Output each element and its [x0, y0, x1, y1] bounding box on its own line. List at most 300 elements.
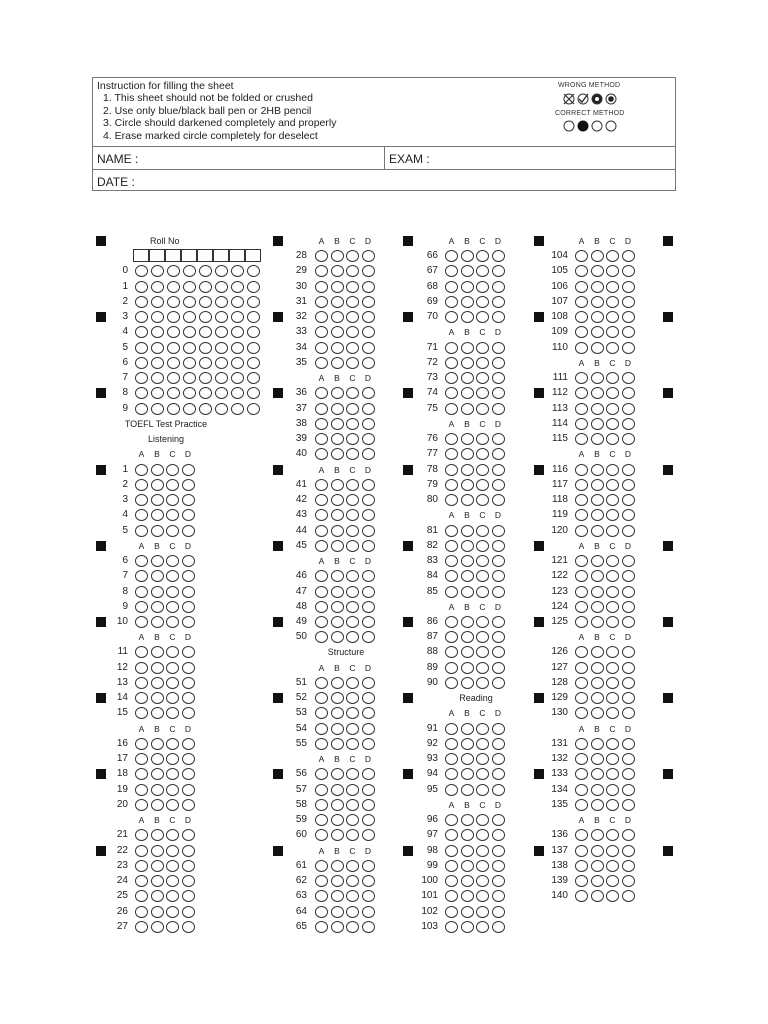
roll-bubble[interactable]: [231, 372, 244, 384]
answer-bubble[interactable]: [331, 525, 344, 537]
answer-bubble[interactable]: [135, 616, 148, 628]
answer-bubble[interactable]: [315, 525, 328, 537]
answer-bubble[interactable]: [492, 372, 505, 384]
answer-bubble[interactable]: [622, 433, 635, 445]
answer-bubble[interactable]: [331, 768, 344, 780]
answer-bubble[interactable]: [362, 525, 375, 537]
answer-bubble[interactable]: [331, 890, 344, 902]
answer-bubble[interactable]: [346, 387, 359, 399]
answer-bubble[interactable]: [315, 387, 328, 399]
roll-bubble[interactable]: [215, 357, 228, 369]
roll-bubble[interactable]: [183, 311, 196, 323]
answer-bubble[interactable]: [331, 448, 344, 460]
answer-bubble[interactable]: [315, 616, 328, 628]
answer-bubble[interactable]: [362, 448, 375, 460]
answer-bubble[interactable]: [445, 814, 458, 826]
answer-bubble[interactable]: [476, 464, 489, 476]
answer-bubble[interactable]: [591, 403, 604, 415]
answer-bubble[interactable]: [461, 631, 474, 643]
answer-bubble[interactable]: [166, 494, 179, 506]
answer-bubble[interactable]: [445, 296, 458, 308]
answer-bubble[interactable]: [362, 540, 375, 552]
answer-bubble[interactable]: [476, 890, 489, 902]
roll-bubble[interactable]: [199, 265, 212, 277]
roll-digit-box[interactable]: [245, 249, 261, 262]
answer-bubble[interactable]: [575, 464, 588, 476]
answer-bubble[interactable]: [492, 631, 505, 643]
answer-bubble[interactable]: [166, 845, 179, 857]
answer-bubble[interactable]: [591, 311, 604, 323]
roll-digit-box[interactable]: [229, 249, 245, 262]
answer-bubble[interactable]: [492, 906, 505, 918]
answer-bubble[interactable]: [315, 814, 328, 826]
answer-bubble[interactable]: [606, 372, 619, 384]
answer-bubble[interactable]: [315, 311, 328, 323]
answer-bubble[interactable]: [166, 509, 179, 521]
answer-bubble[interactable]: [476, 281, 489, 293]
answer-bubble[interactable]: [591, 829, 604, 841]
answer-bubble[interactable]: [622, 281, 635, 293]
answer-bubble[interactable]: [461, 616, 474, 628]
answer-bubble[interactable]: [362, 860, 375, 872]
roll-bubble[interactable]: [215, 296, 228, 308]
answer-bubble[interactable]: [622, 753, 635, 765]
answer-bubble[interactable]: [362, 281, 375, 293]
answer-bubble[interactable]: [151, 586, 164, 598]
answer-bubble[interactable]: [575, 753, 588, 765]
answer-bubble[interactable]: [476, 403, 489, 415]
answer-bubble[interactable]: [575, 692, 588, 704]
answer-bubble[interactable]: [591, 677, 604, 689]
answer-bubble[interactable]: [331, 418, 344, 430]
answer-bubble[interactable]: [445, 890, 458, 902]
answer-bubble[interactable]: [346, 829, 359, 841]
answer-bubble[interactable]: [606, 662, 619, 674]
roll-bubble[interactable]: [151, 281, 164, 293]
answer-bubble[interactable]: [606, 250, 619, 262]
answer-bubble[interactable]: [606, 845, 619, 857]
answer-bubble[interactable]: [575, 768, 588, 780]
answer-bubble[interactable]: [362, 921, 375, 933]
answer-bubble[interactable]: [182, 494, 195, 506]
answer-bubble[interactable]: [622, 403, 635, 415]
roll-bubble[interactable]: [135, 296, 148, 308]
answer-bubble[interactable]: [135, 479, 148, 491]
answer-bubble[interactable]: [331, 692, 344, 704]
answer-bubble[interactable]: [461, 890, 474, 902]
answer-bubble[interactable]: [492, 464, 505, 476]
answer-bubble[interactable]: [445, 829, 458, 841]
answer-bubble[interactable]: [606, 677, 619, 689]
answer-bubble[interactable]: [606, 265, 619, 277]
answer-bubble[interactable]: [346, 799, 359, 811]
answer-bubble[interactable]: [606, 799, 619, 811]
answer-bubble[interactable]: [591, 418, 604, 430]
answer-bubble[interactable]: [575, 494, 588, 506]
answer-bubble[interactable]: [182, 906, 195, 918]
answer-bubble[interactable]: [445, 860, 458, 872]
answer-bubble[interactable]: [346, 509, 359, 521]
roll-bubble[interactable]: [151, 357, 164, 369]
answer-bubble[interactable]: [315, 921, 328, 933]
answer-bubble[interactable]: [622, 525, 635, 537]
answer-bubble[interactable]: [346, 784, 359, 796]
answer-bubble[interactable]: [331, 784, 344, 796]
answer-bubble[interactable]: [492, 281, 505, 293]
answer-bubble[interactable]: [331, 311, 344, 323]
answer-bubble[interactable]: [315, 601, 328, 613]
answer-bubble[interactable]: [622, 784, 635, 796]
answer-bubble[interactable]: [182, 509, 195, 521]
answer-bubble[interactable]: [606, 509, 619, 521]
answer-bubble[interactable]: [606, 296, 619, 308]
answer-bubble[interactable]: [622, 372, 635, 384]
roll-bubble[interactable]: [183, 372, 196, 384]
answer-bubble[interactable]: [606, 692, 619, 704]
answer-bubble[interactable]: [135, 738, 148, 750]
roll-bubble[interactable]: [199, 326, 212, 338]
roll-bubble[interactable]: [231, 326, 244, 338]
answer-bubble[interactable]: [606, 586, 619, 598]
answer-bubble[interactable]: [622, 509, 635, 521]
answer-bubble[interactable]: [575, 342, 588, 354]
answer-bubble[interactable]: [461, 540, 474, 552]
answer-bubble[interactable]: [331, 707, 344, 719]
answer-bubble[interactable]: [166, 677, 179, 689]
answer-bubble[interactable]: [331, 631, 344, 643]
answer-bubble[interactable]: [331, 601, 344, 613]
answer-bubble[interactable]: [575, 677, 588, 689]
answer-bubble[interactable]: [492, 403, 505, 415]
answer-bubble[interactable]: [461, 768, 474, 780]
answer-bubble[interactable]: [135, 875, 148, 887]
answer-bubble[interactable]: [445, 494, 458, 506]
answer-bubble[interactable]: [591, 250, 604, 262]
roll-bubble[interactable]: [215, 265, 228, 277]
answer-bubble[interactable]: [606, 387, 619, 399]
roll-bubble[interactable]: [231, 357, 244, 369]
answer-bubble[interactable]: [182, 479, 195, 491]
answer-bubble[interactable]: [346, 448, 359, 460]
answer-bubble[interactable]: [362, 738, 375, 750]
roll-bubble[interactable]: [183, 296, 196, 308]
answer-bubble[interactable]: [445, 433, 458, 445]
answer-bubble[interactable]: [182, 525, 195, 537]
answer-bubble[interactable]: [445, 265, 458, 277]
roll-bubble[interactable]: [199, 311, 212, 323]
roll-bubble[interactable]: [151, 387, 164, 399]
answer-bubble[interactable]: [575, 601, 588, 613]
roll-bubble[interactable]: [199, 403, 212, 415]
answer-bubble[interactable]: [461, 494, 474, 506]
answer-bubble[interactable]: [346, 296, 359, 308]
answer-bubble[interactable]: [476, 494, 489, 506]
answer-bubble[interactable]: [591, 860, 604, 872]
answer-bubble[interactable]: [476, 814, 489, 826]
answer-bubble[interactable]: [476, 662, 489, 674]
answer-bubble[interactable]: [492, 616, 505, 628]
answer-bubble[interactable]: [362, 723, 375, 735]
answer-bubble[interactable]: [476, 342, 489, 354]
answer-bubble[interactable]: [476, 906, 489, 918]
answer-bubble[interactable]: [622, 616, 635, 628]
answer-bubble[interactable]: [166, 799, 179, 811]
answer-bubble[interactable]: [622, 265, 635, 277]
roll-digit-box[interactable]: [213, 249, 229, 262]
roll-bubble[interactable]: [167, 372, 180, 384]
answer-bubble[interactable]: [622, 464, 635, 476]
roll-bubble[interactable]: [247, 326, 260, 338]
answer-bubble[interactable]: [591, 479, 604, 491]
roll-bubble[interactable]: [247, 342, 260, 354]
answer-bubble[interactable]: [331, 586, 344, 598]
answer-bubble[interactable]: [315, 738, 328, 750]
answer-bubble[interactable]: [346, 890, 359, 902]
answer-bubble[interactable]: [591, 586, 604, 598]
answer-bubble[interactable]: [622, 662, 635, 674]
answer-bubble[interactable]: [362, 601, 375, 613]
answer-bubble[interactable]: [315, 540, 328, 552]
answer-bubble[interactable]: [151, 479, 164, 491]
answer-bubble[interactable]: [346, 418, 359, 430]
roll-bubble[interactable]: [247, 387, 260, 399]
answer-bubble[interactable]: [492, 753, 505, 765]
answer-bubble[interactable]: [445, 342, 458, 354]
answer-bubble[interactable]: [606, 753, 619, 765]
answer-bubble[interactable]: [575, 525, 588, 537]
answer-bubble[interactable]: [135, 845, 148, 857]
roll-bubble[interactable]: [135, 326, 148, 338]
answer-bubble[interactable]: [331, 250, 344, 262]
answer-bubble[interactable]: [135, 662, 148, 674]
answer-bubble[interactable]: [606, 875, 619, 887]
answer-bubble[interactable]: [476, 433, 489, 445]
answer-bubble[interactable]: [445, 570, 458, 582]
answer-bubble[interactable]: [346, 768, 359, 780]
answer-bubble[interactable]: [135, 601, 148, 613]
answer-bubble[interactable]: [182, 464, 195, 476]
answer-bubble[interactable]: [166, 784, 179, 796]
answer-bubble[interactable]: [461, 342, 474, 354]
answer-bubble[interactable]: [331, 479, 344, 491]
roll-bubble[interactable]: [183, 403, 196, 415]
answer-bubble[interactable]: [445, 250, 458, 262]
answer-bubble[interactable]: [182, 921, 195, 933]
answer-bubble[interactable]: [461, 570, 474, 582]
answer-bubble[interactable]: [166, 570, 179, 582]
answer-bubble[interactable]: [346, 311, 359, 323]
answer-bubble[interactable]: [476, 372, 489, 384]
roll-bubble[interactable]: [215, 311, 228, 323]
answer-bubble[interactable]: [166, 692, 179, 704]
answer-bubble[interactable]: [461, 921, 474, 933]
answer-bubble[interactable]: [575, 387, 588, 399]
answer-bubble[interactable]: [135, 921, 148, 933]
answer-bubble[interactable]: [606, 646, 619, 658]
answer-bubble[interactable]: [461, 464, 474, 476]
answer-bubble[interactable]: [476, 738, 489, 750]
answer-bubble[interactable]: [492, 890, 505, 902]
answer-bubble[interactable]: [461, 829, 474, 841]
answer-bubble[interactable]: [591, 875, 604, 887]
roll-bubble[interactable]: [231, 281, 244, 293]
answer-bubble[interactable]: [315, 479, 328, 491]
answer-bubble[interactable]: [591, 616, 604, 628]
answer-bubble[interactable]: [622, 570, 635, 582]
answer-bubble[interactable]: [166, 875, 179, 887]
roll-bubble[interactable]: [247, 265, 260, 277]
answer-bubble[interactable]: [166, 921, 179, 933]
answer-bubble[interactable]: [591, 753, 604, 765]
answer-bubble[interactable]: [182, 784, 195, 796]
answer-bubble[interactable]: [575, 890, 588, 902]
answer-bubble[interactable]: [362, 326, 375, 338]
answer-bubble[interactable]: [622, 311, 635, 323]
answer-bubble[interactable]: [331, 326, 344, 338]
answer-bubble[interactable]: [445, 387, 458, 399]
answer-bubble[interactable]: [575, 845, 588, 857]
answer-bubble[interactable]: [476, 723, 489, 735]
answer-bubble[interactable]: [151, 829, 164, 841]
answer-bubble[interactable]: [331, 357, 344, 369]
answer-bubble[interactable]: [331, 342, 344, 354]
roll-bubble[interactable]: [183, 326, 196, 338]
answer-bubble[interactable]: [606, 479, 619, 491]
answer-bubble[interactable]: [575, 646, 588, 658]
answer-bubble[interactable]: [575, 326, 588, 338]
roll-digit-box[interactable]: [149, 249, 165, 262]
roll-bubble[interactable]: [183, 387, 196, 399]
answer-bubble[interactable]: [315, 784, 328, 796]
answer-bubble[interactable]: [461, 677, 474, 689]
answer-bubble[interactable]: [445, 586, 458, 598]
answer-bubble[interactable]: [606, 433, 619, 445]
answer-bubble[interactable]: [591, 570, 604, 582]
answer-bubble[interactable]: [346, 601, 359, 613]
answer-bubble[interactable]: [606, 738, 619, 750]
answer-bubble[interactable]: [346, 586, 359, 598]
answer-bubble[interactable]: [315, 326, 328, 338]
answer-bubble[interactable]: [591, 372, 604, 384]
answer-bubble[interactable]: [346, 814, 359, 826]
answer-bubble[interactable]: [575, 265, 588, 277]
roll-bubble[interactable]: [231, 342, 244, 354]
answer-bubble[interactable]: [461, 479, 474, 491]
answer-bubble[interactable]: [606, 464, 619, 476]
answer-bubble[interactable]: [476, 784, 489, 796]
answer-bubble[interactable]: [476, 387, 489, 399]
roll-bubble[interactable]: [151, 311, 164, 323]
answer-bubble[interactable]: [346, 723, 359, 735]
roll-bubble[interactable]: [135, 357, 148, 369]
answer-bubble[interactable]: [362, 814, 375, 826]
answer-bubble[interactable]: [166, 738, 179, 750]
answer-bubble[interactable]: [151, 601, 164, 613]
answer-bubble[interactable]: [182, 768, 195, 780]
answer-bubble[interactable]: [622, 296, 635, 308]
answer-bubble[interactable]: [492, 265, 505, 277]
answer-bubble[interactable]: [476, 586, 489, 598]
roll-bubble[interactable]: [199, 342, 212, 354]
answer-bubble[interactable]: [151, 494, 164, 506]
answer-bubble[interactable]: [461, 860, 474, 872]
answer-bubble[interactable]: [151, 784, 164, 796]
answer-bubble[interactable]: [346, 326, 359, 338]
answer-bubble[interactable]: [575, 433, 588, 445]
answer-bubble[interactable]: [575, 707, 588, 719]
answer-bubble[interactable]: [151, 875, 164, 887]
answer-bubble[interactable]: [591, 768, 604, 780]
answer-bubble[interactable]: [622, 692, 635, 704]
answer-bubble[interactable]: [575, 784, 588, 796]
answer-bubble[interactable]: [315, 418, 328, 430]
answer-bubble[interactable]: [461, 296, 474, 308]
answer-bubble[interactable]: [445, 464, 458, 476]
answer-bubble[interactable]: [182, 677, 195, 689]
answer-bubble[interactable]: [362, 250, 375, 262]
answer-bubble[interactable]: [461, 403, 474, 415]
answer-bubble[interactable]: [492, 860, 505, 872]
answer-bubble[interactable]: [606, 494, 619, 506]
answer-bubble[interactable]: [135, 707, 148, 719]
answer-bubble[interactable]: [606, 281, 619, 293]
answer-bubble[interactable]: [476, 540, 489, 552]
answer-bubble[interactable]: [362, 311, 375, 323]
answer-bubble[interactable]: [346, 342, 359, 354]
roll-bubble[interactable]: [215, 342, 228, 354]
answer-bubble[interactable]: [622, 860, 635, 872]
answer-bubble[interactable]: [591, 509, 604, 521]
answer-bubble[interactable]: [182, 662, 195, 674]
answer-bubble[interactable]: [492, 250, 505, 262]
answer-bubble[interactable]: [315, 265, 328, 277]
answer-bubble[interactable]: [606, 601, 619, 613]
answer-bubble[interactable]: [315, 448, 328, 460]
answer-bubble[interactable]: [445, 281, 458, 293]
answer-bubble[interactable]: [476, 448, 489, 460]
answer-bubble[interactable]: [461, 738, 474, 750]
answer-bubble[interactable]: [315, 494, 328, 506]
answer-bubble[interactable]: [166, 555, 179, 567]
answer-bubble[interactable]: [151, 753, 164, 765]
roll-bubble[interactable]: [151, 296, 164, 308]
answer-bubble[interactable]: [182, 707, 195, 719]
answer-bubble[interactable]: [606, 311, 619, 323]
answer-bubble[interactable]: [315, 433, 328, 445]
answer-bubble[interactable]: [461, 845, 474, 857]
answer-bubble[interactable]: [331, 403, 344, 415]
answer-bubble[interactable]: [166, 707, 179, 719]
roll-bubble[interactable]: [247, 403, 260, 415]
roll-bubble[interactable]: [151, 403, 164, 415]
answer-bubble[interactable]: [331, 799, 344, 811]
roll-bubble[interactable]: [183, 265, 196, 277]
answer-bubble[interactable]: [151, 845, 164, 857]
answer-bubble[interactable]: [622, 738, 635, 750]
answer-bubble[interactable]: [606, 829, 619, 841]
roll-bubble[interactable]: [183, 342, 196, 354]
answer-bubble[interactable]: [622, 677, 635, 689]
answer-bubble[interactable]: [151, 464, 164, 476]
answer-bubble[interactable]: [135, 799, 148, 811]
answer-bubble[interactable]: [492, 738, 505, 750]
answer-bubble[interactable]: [492, 555, 505, 567]
roll-bubble[interactable]: [247, 357, 260, 369]
answer-bubble[interactable]: [135, 890, 148, 902]
roll-bubble[interactable]: [199, 387, 212, 399]
answer-bubble[interactable]: [575, 616, 588, 628]
answer-bubble[interactable]: [591, 890, 604, 902]
